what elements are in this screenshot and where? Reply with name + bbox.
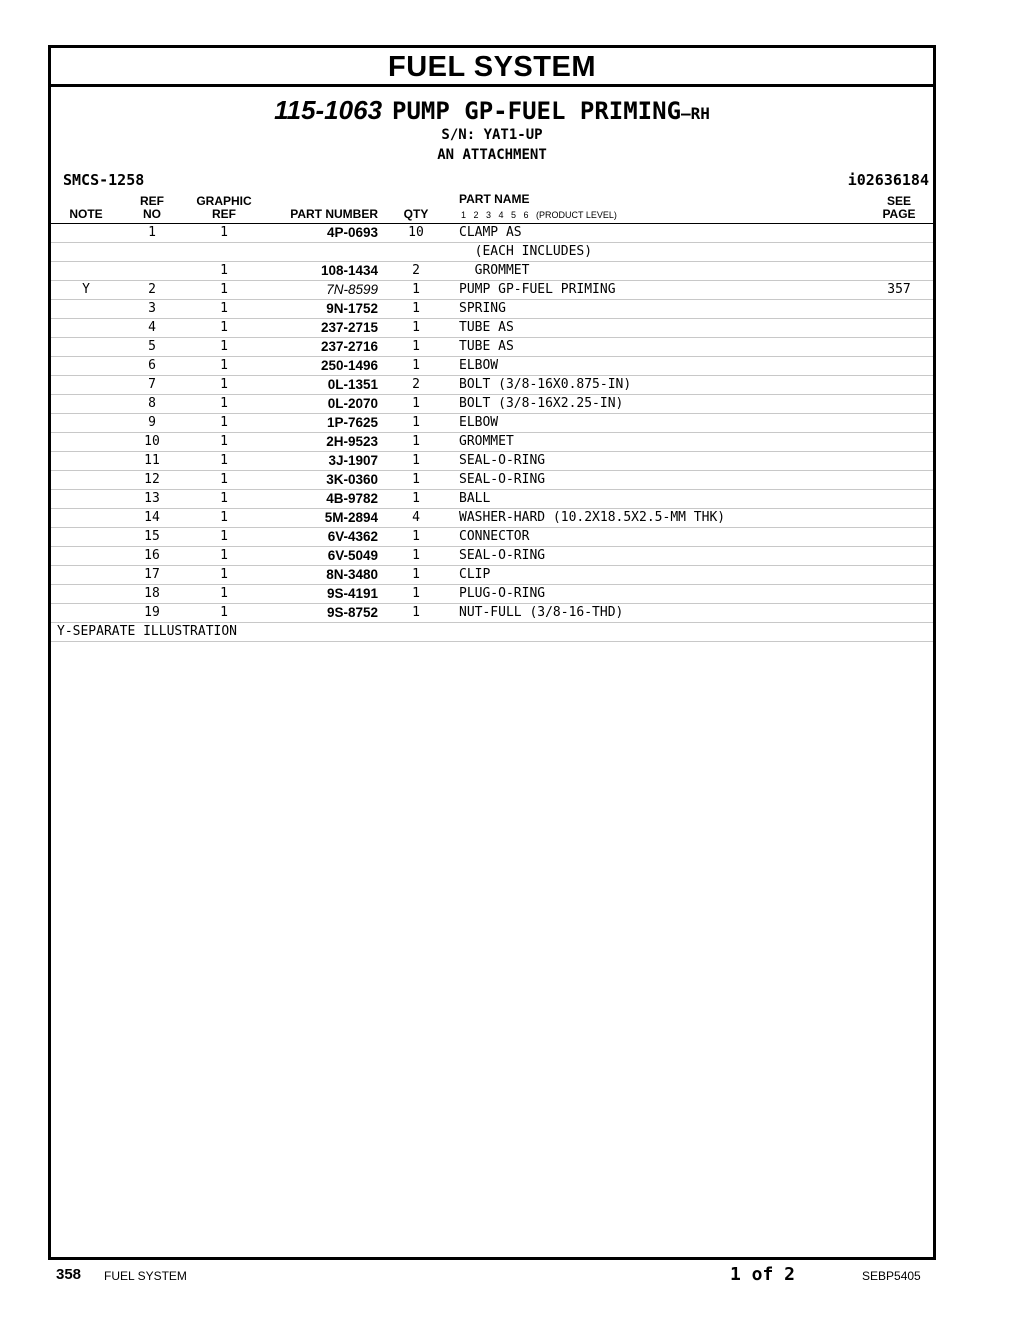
part-name-cell: BOLT (3/8-16X2.25-IN) — [459, 396, 624, 411]
part-number-cell: 237-2715 — [320, 320, 378, 335]
group-name: PUMP GP-FUEL PRIMING — [392, 97, 682, 125]
group-suffix: —RH — [681, 104, 710, 123]
part-number-cell: 9S-8752 — [326, 605, 378, 620]
part-name-cell: (EACH INCLUDES) — [459, 244, 593, 259]
part-number-cell: 0L-1351 — [327, 377, 378, 392]
table-row — [51, 224, 933, 243]
page-number: 358 — [56, 1266, 82, 1283]
ref-no-cell: 17 — [144, 567, 160, 582]
section-title: FUEL SYSTEM — [51, 48, 933, 87]
ref-no-cell: 10 — [144, 434, 160, 449]
page-of: 1 of 2 — [730, 1264, 796, 1285]
part-name-cell: TUBE AS — [459, 320, 514, 335]
graphic-ref-cell: 1 — [220, 491, 228, 506]
header-see-bottom: PAGE — [882, 207, 916, 221]
graphic-ref-cell: 1 — [220, 396, 228, 411]
part-name-cell: SEAL-O-RING — [459, 472, 546, 487]
part-name-cell: GROMMET — [459, 434, 514, 449]
see-page-cell: 357 — [887, 282, 911, 297]
table-row — [51, 376, 933, 395]
header-ref-top: REF — [140, 194, 164, 208]
table-row — [51, 338, 933, 357]
part-number-cell: 5M-2894 — [324, 510, 378, 525]
graphic-ref-cell: 1 — [220, 605, 228, 620]
group-number: 115-1063 — [274, 95, 383, 125]
footnote: Y-SEPARATE ILLUSTRATION — [51, 623, 933, 642]
serial-range: S/N: YAT1-UP — [441, 127, 543, 143]
ref-no-cell: 9 — [148, 415, 156, 430]
part-name-cell: BALL — [459, 491, 491, 506]
graphic-ref-cell: 1 — [220, 548, 228, 563]
part-name-cell: NUT-FULL (3/8-16-THD) — [459, 605, 624, 620]
qty-cell: 1 — [412, 282, 420, 297]
graphic-ref-cell: 1 — [220, 358, 228, 373]
table-row — [51, 566, 933, 585]
graphic-ref-cell: 1 — [220, 282, 228, 297]
part-number-cell: 4P-0693 — [326, 225, 378, 240]
ref-no-cell: 16 — [144, 548, 160, 563]
qty-cell: 1 — [412, 415, 420, 430]
part-name-cell: BOLT (3/8-16X0.875-IN) — [459, 377, 632, 392]
part-name-cell: CLIP — [459, 567, 491, 582]
ref-no-cell: 19 — [144, 605, 160, 620]
qty-cell: 1 — [412, 358, 420, 373]
qty-cell: 1 — [412, 567, 420, 582]
part-name-cell: CONNECTOR — [459, 529, 530, 544]
part-number-cell: 3K-0360 — [326, 472, 378, 487]
part-number-cell: 2H-9523 — [326, 434, 378, 449]
part-name-cell: PLUG-O-RING — [459, 586, 546, 601]
part-name-cell: ELBOW — [459, 415, 499, 430]
group-type: AN ATTACHMENT — [437, 147, 547, 163]
part-name-cell: SEAL-O-RING — [459, 453, 546, 468]
header-qty: QTY — [403, 207, 429, 221]
qty-cell: 1 — [412, 605, 420, 620]
part-name-cell: CLAMP AS — [459, 225, 522, 240]
part-number-cell: 9S-4191 — [326, 586, 378, 601]
header-part-number: PART NUMBER — [290, 207, 378, 221]
table-row — [51, 509, 933, 528]
table-row — [51, 547, 933, 566]
part-name-cell: TUBE AS — [459, 339, 514, 354]
table-row — [51, 300, 933, 319]
page-footer — [0, 1264, 1020, 1288]
ref-no-cell: 12 — [144, 472, 160, 487]
table-row — [51, 262, 933, 281]
ref-no-cell: 4 — [148, 320, 156, 335]
qty-cell: 1 — [412, 453, 420, 468]
qty-cell: 1 — [412, 529, 420, 544]
graphic-ref-cell: 1 — [220, 529, 228, 544]
graphic-ref-cell: 1 — [220, 339, 228, 354]
graphic-ref-cell: 1 — [220, 320, 228, 335]
part-number-cell: 9N-1752 — [326, 301, 378, 316]
part-name-cell: GROMMET — [459, 263, 530, 278]
header-part-name: PART NAME — [459, 192, 530, 206]
ref-no-cell: 6 — [148, 358, 156, 373]
ref-no-cell: 5 — [148, 339, 156, 354]
ref-no-cell: 13 — [144, 491, 160, 506]
qty-cell: 2 — [412, 377, 420, 392]
graphic-ref-cell: 1 — [220, 415, 228, 430]
header-ref-bottom: NO — [143, 207, 161, 221]
qty-cell: 1 — [412, 548, 420, 563]
table-row — [51, 243, 933, 262]
note-cell: Y — [82, 282, 90, 297]
part-name-cell: ELBOW — [459, 358, 499, 373]
graphic-ref-cell: 1 — [220, 472, 228, 487]
smcs-code: SMCS-1258 — [63, 171, 145, 189]
qty-cell: 1 — [412, 491, 420, 506]
part-number-cell: 1P-7625 — [326, 415, 378, 430]
graphic-ref-cell: 1 — [220, 263, 228, 278]
table-row — [51, 452, 933, 471]
header-gref-top: GRAPHIC — [196, 194, 252, 208]
table-row — [51, 414, 933, 433]
part-name-cell: PUMP GP-FUEL PRIMING — [459, 282, 616, 297]
ref-no-cell: 15 — [144, 529, 160, 544]
part-number-cell: 7N-8599 — [326, 282, 378, 297]
part-number-cell: 4B-9782 — [326, 491, 378, 506]
qty-cell: 1 — [412, 301, 420, 316]
part-number-cell: 8N-3480 — [326, 567, 378, 582]
table-row — [51, 281, 933, 300]
ref-no-cell: 7 — [148, 377, 156, 392]
graphic-ref-cell: 1 — [220, 301, 228, 316]
ref-no-cell: 8 — [148, 396, 156, 411]
ref-no-cell: 11 — [144, 453, 160, 468]
table-row — [51, 585, 933, 604]
header-see-top: SEE — [886, 194, 911, 208]
part-number-cell: 6V-5049 — [327, 548, 378, 563]
qty-cell: 1 — [412, 320, 420, 335]
table-row — [51, 528, 933, 547]
part-number-cell: 0L-2070 — [327, 396, 378, 411]
qty-cell: 10 — [408, 225, 424, 240]
qty-cell: 4 — [412, 510, 420, 525]
graphic-ref-cell: 1 — [220, 434, 228, 449]
ref-no-cell: 18 — [144, 586, 160, 601]
ref-no-cell: 1 — [148, 225, 156, 240]
illustration-id: i02636184 — [847, 171, 929, 189]
group-title — [51, 95, 933, 125]
qty-cell: 1 — [412, 396, 420, 411]
graphic-ref-cell: 1 — [220, 510, 228, 525]
ref-no-cell: 2 — [148, 282, 156, 297]
table-row — [51, 433, 933, 452]
part-number-cell: 250-1496 — [320, 358, 378, 373]
part-number-cell: 237-2716 — [320, 339, 378, 354]
graphic-ref-cell: 1 — [220, 586, 228, 601]
part-name-cell: SPRING — [459, 301, 506, 316]
table-row — [51, 357, 933, 376]
qty-cell: 2 — [412, 263, 420, 278]
footer-section: FUEL SYSTEM — [104, 1269, 187, 1283]
table-row — [51, 604, 933, 623]
parts-table-body — [51, 224, 933, 623]
qty-cell: 1 — [412, 434, 420, 449]
header-product-level: 1 2 3 4 5 6 (PRODUCT LEVEL) — [461, 210, 617, 220]
part-name-cell: WASHER-HARD (10.2X18.5X2.5-MM THK) — [459, 510, 726, 525]
table-row — [51, 395, 933, 414]
doc-id: SEBP5405 — [862, 1269, 921, 1283]
graphic-ref-cell: 1 — [220, 567, 228, 582]
part-number-cell: 3J-1907 — [328, 453, 378, 468]
part-number-cell: 108-1434 — [320, 263, 378, 278]
header-note: NOTE — [69, 207, 103, 221]
header-gref-bottom: REF — [212, 207, 236, 221]
table-row — [51, 490, 933, 509]
qty-cell: 1 — [412, 339, 420, 354]
graphic-ref-cell: 1 — [220, 453, 228, 468]
graphic-ref-cell: 1 — [220, 225, 228, 240]
ref-no-cell: 14 — [144, 510, 160, 525]
part-number-cell: 6V-4362 — [327, 529, 378, 544]
table-header — [51, 193, 933, 224]
part-name-cell: SEAL-O-RING — [459, 548, 546, 563]
graphic-ref-cell: 1 — [220, 377, 228, 392]
table-row — [51, 471, 933, 490]
qty-cell: 1 — [412, 586, 420, 601]
ref-no-cell: 3 — [148, 301, 156, 316]
qty-cell: 1 — [412, 472, 420, 487]
parts-page-frame — [48, 45, 936, 1260]
codes-line — [51, 169, 933, 193]
table-row — [51, 319, 933, 338]
